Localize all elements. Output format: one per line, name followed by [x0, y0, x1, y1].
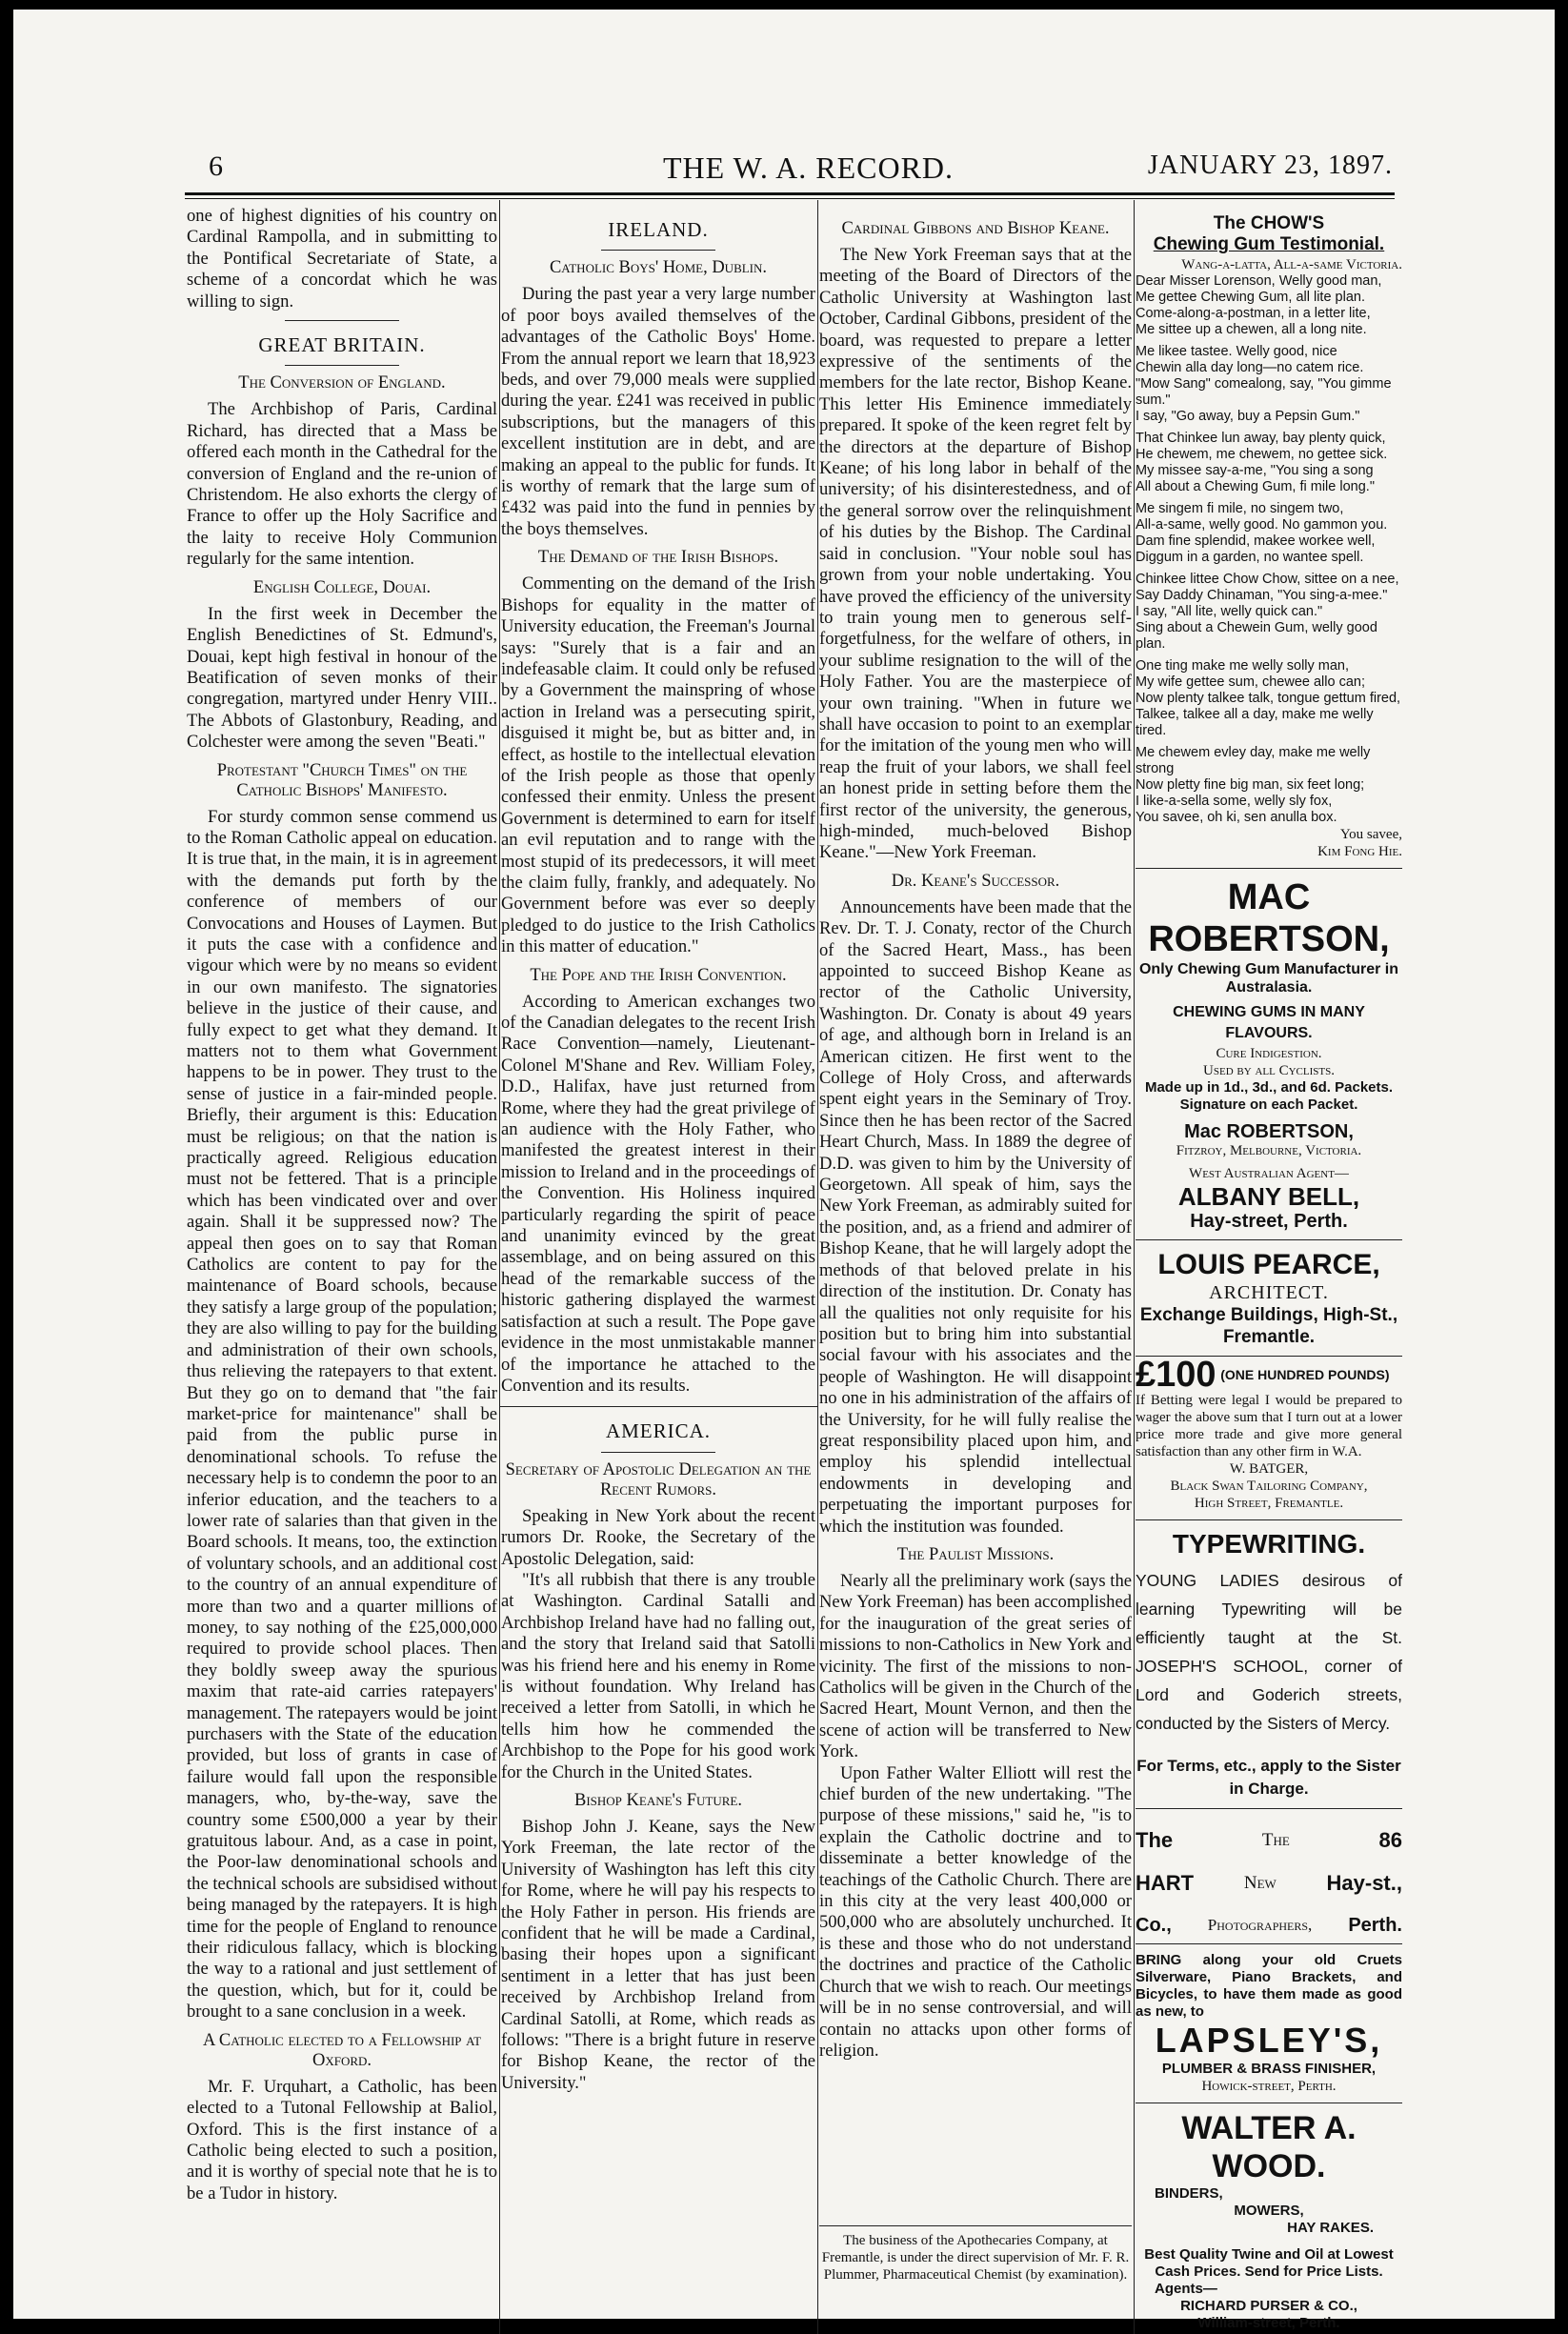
article-title: Protestant "Church Times" on the Catholic Bishops' Manifesto. — [216, 760, 468, 800]
ad-chows-gum — [1136, 206, 1402, 869]
ad-line: ALBANY BELL, — [1177, 1182, 1360, 1212]
ad-line: MOWERS, — [1234, 2203, 1304, 2220]
column-2 — [501, 206, 815, 2094]
poem-line: Say Daddy Chinaman, "You sing-a-mee." — [1136, 587, 1388, 603]
poem-line: Chewin alla day long—no catem rice. — [1136, 359, 1364, 375]
column-1 — [187, 206, 497, 2204]
header-rule-thin — [185, 198, 1395, 199]
poem-line: My missee say-a-me, "You sing a song — [1136, 462, 1374, 478]
column-divider — [1134, 200, 1135, 2334]
column-divider — [817, 200, 818, 2334]
ad-line: Howick-street, Perth. — [1201, 2079, 1337, 2095]
footnote — [819, 2225, 1132, 2284]
poem-line: Come-along-a-postman, in a letter lite, — [1136, 305, 1371, 321]
article-body: Mr. F. Urquhart, a Catholic, has been elected to a Tutonal Fellowship at Baliol, Oxford. This is the first instance of a Catholic being elected to such a position, and it is worthy of special note that he is to be a Tudor in history. — [187, 2076, 497, 2203]
ad-title: WALTER A. WOOD. — [1181, 2110, 1357, 2185]
ad-title: LOUIS PEARCE, — [1157, 1249, 1380, 1281]
poem-line: Sing about a Chewein Gum, welly good plan. — [1136, 619, 1377, 652]
footnote-text: The business of the Apothecaries Company, at Fremantle, is under the direct supervision of Mr. F. R. Plummer, Pharmaceutical Chemist (by examination). — [821, 2233, 1130, 2283]
ad-line: BRING along your old Cruets Silverware, Piano Brackets, and Bicycles, to have them made as good as new, to — [1136, 1952, 1402, 2021]
article-title: Bishop Keane's Future. — [574, 1791, 742, 1810]
ad-line: High Street, Fremantle. — [1194, 1496, 1344, 1512]
ad-line: William-street, Perth. — [1197, 2315, 1340, 2332]
ad-line: Best Quality Twine and Oil at Lowest Cash Prices. Send for Price Lists. — [1144, 2246, 1394, 2281]
ad-signature: Kim Fong Hie. — [1317, 843, 1402, 859]
article-body: The Archbishop of Paris, Cardinal Richard, has directed that a Mass be offered each month in the Cathedral for the conversion of England and the re-union of Christendom. He also exhorts the clergy of France to offer up the Holy Sacrifice and the laity to receive Holy Communion regularly for the same intention. — [187, 399, 497, 570]
column-4-ads — [1136, 206, 1402, 2332]
ad-line: CHEWING GUMS IN MANY FLAVOURS. — [1173, 1003, 1365, 1042]
ad-line: Exchange Buildings, High-St., Fremantle. — [1139, 1304, 1398, 1347]
ad-title: LAPSLEY'S, — [1155, 2021, 1383, 2061]
poem-line: Me likee tastee. Welly good, nice — [1136, 343, 1337, 359]
column-divider — [499, 200, 500, 2334]
ad-line: Black Swan Tailoring Company, — [1170, 1479, 1368, 1495]
ad-word: Photographers, — [1207, 1916, 1313, 1935]
ad-mac-robertson — [1136, 869, 1402, 1241]
ad-word: Perth. — [1348, 1915, 1402, 1937]
ad-line: Mac ROBERTSON, — [1184, 1120, 1354, 1142]
ad-word: The — [1261, 1830, 1290, 1851]
ad-title: TYPEWRITING. — [1172, 1529, 1366, 1559]
ad-walter-wood — [1136, 2103, 1402, 2332]
section-heading: IRELAND. — [608, 218, 709, 241]
poem-line: All-a-same, welly good. No gammon you. — [1136, 516, 1388, 533]
ad-line: Signature on each Packet. — [1179, 1096, 1358, 1113]
divider — [499, 1406, 817, 1407]
poem-line: Dam fine splendid, makee workee well, — [1136, 533, 1376, 549]
poem-line: That Chinkee lun away, bay plenty quick, — [1136, 430, 1386, 446]
ad-line: Made up in 1d., 3d., and 6d. Packets. — [1144, 1078, 1394, 1096]
poem-line: Me sittee up a chewen, all a long nite. — [1136, 321, 1367, 337]
ad-title: MAC ROBERTSON, — [1148, 876, 1390, 959]
ad-place: Wang-a-latta, All-a-same Victoria. — [1181, 256, 1402, 272]
header-rule — [185, 192, 1395, 195]
ad-line: PLUMBER & BRASS FINISHER, — [1161, 2061, 1377, 2078]
poem-line: I say, "Go away, buy a Pepsin Gum." — [1136, 408, 1360, 424]
section-heading: AMERICA. — [605, 1419, 712, 1443]
ad-typewriting — [1136, 1520, 1402, 1809]
ad-line: Fitzroy, Melbourne, Victoria. — [1176, 1143, 1362, 1159]
poem-line: Me singem fi mile, no singem two, — [1136, 500, 1344, 516]
ad-louis-pearce — [1136, 1240, 1402, 1356]
poem-line: I like-a-sella some, welly sly fox, — [1136, 793, 1333, 809]
article-body: "It's all rubbish that there is any trouble at Washington. Cardinal Satalli and Archbishop Ireland have had no falling out, and the story that Ireland said that Satolli was his friend here and his enemy in Rome is without foundation. Why Ireland has received a letter from Satolli, in which he tells him how he commended the Archbishop to the Pope for his good work for the Church in the United States. — [501, 1569, 815, 1782]
divider — [601, 1452, 715, 1453]
article-title: English College, Douai. — [252, 577, 432, 597]
ad-hart-photographers — [1136, 1809, 1402, 1944]
poem-line: You savee, oh ki, sen anulla box. — [1136, 809, 1337, 825]
ad-line: Agents— — [1155, 2281, 1217, 2298]
divider — [285, 320, 399, 321]
article-title: A Catholic elected to a Fellowship at Oxford. — [202, 2030, 482, 2070]
ad-batger — [1136, 1354, 1402, 1520]
page-header — [13, 151, 1555, 189]
article-body: During the past year a very large number of poor boys availed themselves of the advantages of the Catholic Boys' Home. From the annual report we learn that 18,923 beds, and over 79,000 meals were supplied during the year. £241 was received in public subscriptions, but the managers of this excellent institution are in debt, and are making an appeal to the public for funds. It is worthy of remark that the large sum of £432 was paid into the fund in pennies by the boys themselves. — [501, 284, 815, 539]
ad-signature: You savee, — [1339, 826, 1402, 842]
article-body: Speaking in New York about the recent rumors Dr. Rooke, the Secretary of the Apostolic Delegation, said: — [501, 1505, 815, 1569]
article-title: Cardinal Gibbons and Bishop Keane. — [841, 219, 1110, 238]
divider — [285, 365, 399, 366]
ad-price-words: (ONE HUNDRED POUNDS) — [1220, 1366, 1390, 1382]
poem-line: I say, "All lite, welly quick can." — [1136, 603, 1323, 619]
article-continuation: one of highest dignities of his country on Cardinal Rampolla, and in submitting to the Pontifical Secretariate of State, a scheme of a concordat which he was willing to sign. — [187, 206, 497, 312]
article-title: Catholic Boys' Home, Dublin. — [549, 258, 768, 278]
article-title: The Conversion of England. — [238, 373, 446, 393]
poem-line: My wife gettee sum, chewee allo can; — [1136, 674, 1365, 690]
poem-line: Talkee, talkee all a day, make me welly tired. — [1136, 706, 1374, 738]
poem-line: Diggum in a garden, no wantee spell. — [1136, 549, 1364, 565]
ad-subtitle: Chewing Gum Testimonial. — [1153, 234, 1385, 255]
ad-line: RICHARD PURSER & CO., — [1180, 2298, 1357, 2315]
issue-date: JANUARY 23, 1897. — [1147, 151, 1393, 180]
poem-line: Now pletty fine big man, six feet long; — [1136, 776, 1365, 793]
ad-line: Used by all Cyclists. — [1203, 1062, 1335, 1078]
ad-word: 86 — [1378, 1828, 1402, 1853]
poem-line: He chewem, me chewem, no gettee sick. — [1136, 446, 1388, 462]
article-body: Upon Father Walter Elliott will rest the chief burden of the new undertaking. "The purpose of these missions," said he, "is to explain the Catholic doctrine and to disseminate a better knowledge of the teachings of the Catholic Church. There are in this city at the very least 400,000 or 500,000 who are absolutely unchurched. It is these and those who do not understand the doctrines and practice of the Catholic Church that we wish to reach. Our meetings will be in no sense controversial, and will contain no attacks upon other forms of religion. — [819, 1762, 1132, 2061]
poem-line: Me chewem evley day, make me welly strong — [1136, 744, 1371, 776]
newspaper-page — [13, 10, 1555, 2332]
article-title: Secretary of Apostolic Delegation an the Recent Rumors. — [505, 1459, 812, 1499]
ad-word: The — [1136, 1828, 1174, 1853]
article-body: Nearly all the preliminary work (says the New York Freeman) has been accomplished for the inauguration of the great series of missions to non-Catholics in New York and vicinity. The first of the missions to non-Catholics will be given in the Church of the Sacred Heart, Mount Vernon, and then the scene of action will be transferred to New York. — [819, 1570, 1132, 1762]
article-body: The New York Freeman says that at the meeting of the Board of Directors of the Catholic University at Washington last October, Cardinal Gibbons, president of the board, was requested to prepare a letter expressive of the sentiments of the members for the late rector, Bishop Keane. This letter His Eminence immediately prepared. It spoke of the keen regret felt by the directors at the departure of Bishop Keane; of his long labor in behalf of the university; of his disinterestedness, and of the general sorrow over the relinquishment of his duties by the Bishop. The Cardinal said in conclusion. "Your noble soul has grown from your noble undertaking. You have proved the efficiency of the university to train young men to generous self-forgetfulness, for the welfare of others, in your sublime resignation to the will of the Holy Father. You are the masterpiece of your own training. "When in future we shall have occasion to point to an exemplar for the imitation of the young men who will reap the fruit of your labors, we shall feel an honest pride in setting before them the first rector of the university, the generous, high-minded, much-beloved Bishop Keane."—New York Freeman. — [819, 245, 1132, 863]
poem-line: Now plenty talkee talk, tongue gettum fired, — [1136, 690, 1401, 706]
poem-line: One ting make me welly solly man, — [1136, 657, 1350, 674]
article-body: According to American exchanges two of the Canadian delegates to the recent Irish Race Convention—namely, Lieutenant-Colonel M'Shane and Rev. William Foley, D.D., Halifax, have just returned from Rome, where they had the great privilege of an audience with the Holy Father, who manifested the greatest interest in their mission to Ireland and in the proceedings of the Convention. His Holiness inquired particularly regarding the spirit of peace and unanimity evinced by the great assemblage, and on being assured on this head of the remarkable success of the historic gathering displayed the warmest satisfaction at such a result. The Pope gave evidence in the most unmistakable manner of the importance he attached to the Convention and its results. — [501, 991, 815, 1396]
ad-line: W. BATGER, — [1229, 1461, 1309, 1478]
article-title: The Pope and the Irish Convention. — [530, 965, 787, 985]
section-heading: GREAT BRITAIN. — [258, 333, 426, 357]
article-body: Bishop John J. Keane, says the New York Freeman, the late rector of the University of Washington has left this city for Rome, where he will pay his respects to the Holy Father in person. His friends are confident that he will be made a Cardinal, basing their hopes upon a significant sentiment in a letter that has just been received by Archbishop Ireland from Cardinal Satolli, at Rome, which reads as follows: "There is a bright future in reserve for Bishop Keane, the rector of the University." — [501, 1817, 815, 2093]
poem-line: "Mow Sang" comealong, say, "You gimme sum." — [1136, 375, 1392, 408]
poem-line: All about a Chewing Gum, fi mile long." — [1136, 478, 1375, 494]
ad-line: For Terms, etc., apply to the Sister in Charge. — [1136, 1757, 1401, 1799]
ad-line: ARCHITECT. — [1209, 1282, 1329, 1304]
poem-line: Chinkee littee Chow Chow, sittee on a nee, — [1136, 571, 1399, 587]
ad-poem — [1136, 273, 1402, 826]
article-body: In the first week in December the English Benedictines of St. Edmund's, Douai, kept high festival in honour of the Beatification of seven monks of their congregation, martyred under Henry VIII.. The Abbots of Glastonbury, Reading, and Colchester were among the seven "Beati." — [187, 603, 497, 753]
ad-line: BINDERS, — [1155, 2185, 1223, 2203]
poem-line: Dear Misser Lorenson, Welly good man, — [1136, 272, 1382, 289]
ad-word: New — [1243, 1872, 1277, 1893]
article-title: The Demand of the Irish Bishops. — [537, 548, 779, 568]
column-3 — [819, 206, 1132, 2062]
poem-line: Me gettee Chewing Gum, all lite plan. — [1136, 289, 1365, 305]
ad-line: Only Chewing Gum Manufacturer in Australasia. — [1138, 960, 1399, 996]
ad-word: HART — [1136, 1870, 1195, 1895]
article-body: Announcements have been made that the Rev. Dr. T. J. Conaty, rector of the Church of the Sacred Heart, Mass., has been appointed to succeed Bishop Keane as rector of the Catholic University, Washington. Dr. Conaty is about 49 years of age, and although born in Ireland is an American citizen. He first went to the College of Holy Cross, and afterwards spent eight years in the Seminary of Troy. Since then he has been rector of the Sacred Heart Church, Mass. In 1889 the degree of D.D. was given to him by the University of Georgetown. All speak of him, says the New York Freeman, as admirably suited for the position, and, as a friend and admirer of Bishop Keane, that he will largely adopt the methods of that beloved prelate in his direction of the institution. Dr. Conaty has all the qualities not only requisite for his position but to bring him into substantial social favour with his associates and the people of Washington. He will disappoint no one in his administration of the affairs of the University, for he will fully realise the great responsibility placed upon him, and employ his splendid intellectual endowments in developing and perpetuating the important purposes for which the institution was founded. — [819, 896, 1132, 1537]
article-title: Dr. Keane's Successor. — [891, 871, 1060, 891]
divider — [601, 250, 715, 251]
ad-price: £100 — [1136, 1354, 1216, 1395]
ad-line: HAY RAKES. — [1287, 2220, 1374, 2237]
ad-word: Hay-st., — [1326, 1870, 1402, 1895]
ad-word: Co., — [1136, 1915, 1172, 1937]
ad-title: The CHOW'S — [1213, 213, 1325, 233]
ad-line: If Betting were legal I would be prepared to wager the above sum that I turn out at a lower price more trade and give more general satisfaction than any other firm in W.A. — [1136, 1393, 1402, 1460]
ad-line: Cure Indigestion. — [1216, 1045, 1322, 1061]
article-body: Commenting on the demand of the Irish Bishops for equality in the matter of University education, the Freeman's Journal says: "Surely that is a fair and an indefeasable claim. It could only be refused by a Government the mainspring of whose action in Ireland was a persecuting spirit, disguised it might be, but as bitter and, in effect, as hostile to the intellectual elevation of the Irish people as those that openly confessed their enmity. Unless the present Government is determined to earn for itself an evil reputation and to range with the most stupid of its predecessors, it will meet the claim fully, frankly, and adequately. No Government before was ever so deeply pledged to do justice to the Irish Catholics in this matter of education." — [501, 573, 815, 957]
masthead-title: THE W. A. RECORD. — [663, 151, 955, 185]
article-title: The Paulist Missions. — [896, 1544, 1055, 1564]
page-number: 6 — [209, 151, 223, 182]
article-body: For sturdy common sense commend us to the Roman Catholic appeal on education. It is true that, in the main, it is in agreement with the demands put forth by the conference of members of our Convocations and Houses of Laymen. But it puts the case with a confidence and vigour which were by no means so evident in our own manifesto. The signatories believe in the justice of their cause, and fully expect to get what they demand. It matters not to them what Government happens to be in power. They trust to the sense of justice in a fair-minded people. Briefly, their argument is this: Education must be religious; on that the nation is practically agreed. Religious education must not be fettered. That is a principle which has been vindicated over and over again. Shall it be suppressed now? The appeal then goes on to say that Roman Catholics are content to pay for the maintenance of Board schools, because they satisfy a large group of the population; they are also willing to pay for the building and administration of their own schools, thus relieving the ratepayers to that extent. But they go on to demand that "the fair market-price for maintenance" shall be paid from the public purse in denominational schools. To refuse the necessary help is to condemn the poor to an inferior education, and the teachers to a lower rate of salaries than that given in the Board schools. It means, too, the extinction of voluntary schools, and an additional cost to the country of an annual expenditure of more than two and a quarter millions of money, to say nothing of the £25,000,000 required to provide school places. Then they boldly sweep away the spurious maxim that rate-aid carries ratepayers' management. The ratepayers would be joint purchasers with the State of the education provided, but loss of grants in case of failure would fall upon the responsible managers, who, by-the-way, save the country some £500,000 a year by their gratuitous labour. And, as a case in point, the Poor-law denominational schools and the technical schools are subsidised without being managed by the ratepayers. It is high time for the people of England to renounce their ridiculous fallacy, which is blocking the way to a rational and just settlement of the question, which, but for it, could be brought to a sane conclusion in a week. — [187, 806, 497, 2022]
ad-line: West Australian Agent— — [1189, 1166, 1349, 1182]
ad-line: YOUNG LADIES desirous of learning Typewriting will be efficiently taught at the St. JOSEPH'S SCHOOL, corner of Lord and Goderich streets, conducted by the Sisters of Mercy. — [1136, 1571, 1402, 1734]
divider — [819, 2225, 1132, 2226]
ad-line: Hay-street, Perth. — [1190, 1211, 1348, 1233]
ad-lapsley — [1136, 1944, 1402, 2103]
